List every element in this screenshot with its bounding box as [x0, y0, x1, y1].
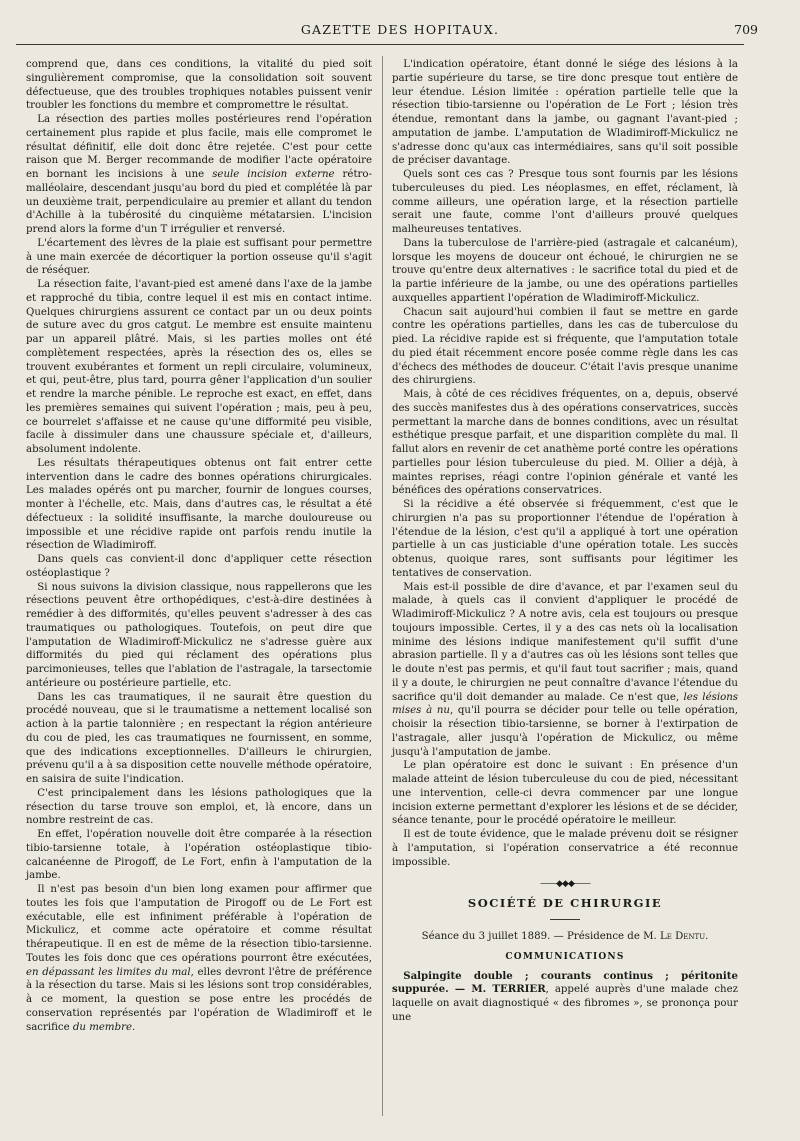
paragraph: Le plan opératoire est donc le suivant : En présence d'un malade atteint de lésion tuberculeuse du cou de pied, nécessitant une intervention, celle-ci devra commencer par une longue incision externe permettant d'explorer les lésions et de se décider, séance tenante, pour le procédé opératoire le meilleur. — [392, 760, 738, 827]
text-run: Mais est-il possible de dire d'avance, et par l'examen seul du malade, à quels cas il convient d'appliquer le procédé de Wladimiroff-Mickulicz ? A notre avis, cela est toujours ou presque toujours impossible. Certes, il y a des cas nets où la localisation minime des lésions indique manifestement qu'il suffit d'une abrasion partielle. Il y a d'autres cas où les lésions sont telles que le doute n'est pas permis, et qu'il faut tout sacrifier ; mais, quand il y a doute, le chirurgien ne peut connaître d'avance l'étendue du sacrifice qu'il doit demander au malade. Ce n'est que, — [392, 581, 738, 703]
paragraph: L'indication opératoire, étant donné le siége des lésions à la partie supérieure du tarse, se tire donc presque tout entière de leur étendue. Lésion limitée : opération partielle telle que la résection tibio-tarsienne ou l'opération de Le Fort ; lésion très étendue, remontant dans la jambe, ou gagnant l'avant-pied ; amputation de jambe. L'amputation de Wladimiroff-Mickulicz ne s'adresse donc qu'aux cas intermédiaires, sans qu'il soit possible de préciser davantage. — [392, 59, 738, 167]
paragraph — [26, 883, 372, 1034]
paragraph: Si la récidive a été observée si fréquemment, c'est que le chirurgien n'a pas su proportionner l'étendue de l'opération à l'étendue de la lésion, c'est qu'il a appliqué à tort une opération partielle à un cas justiciable d'une opération totale. Les succès obtenus, quoique rares, sont suffisants pour légitimer les tentatives de conservation. — [392, 499, 738, 579]
paragraph: Mais, à côté de ces récidives fréquentes, on a, depuis, observé des succès manifestes dus à des opérations conservatrices, succès permettant la marche dans de bonnes conditions, avec un résultat esthétique presque parfait, et une disparition complète du mal. Il fallut alors en revenir de cet anathème porté contre les opérations partielles pour lésion tuberculeuse du pied. M. Ollier a déjà, à maintes reprises, réagi contre l'opinion générale et vanté les bénéfices des opérations conservatrices. — [392, 389, 738, 497]
emphasis: les lésions mises à nu — [392, 691, 739, 717]
paragraph: L'écartement des lèvres de la plaie est suffisant pour permettre à une main exercée de décortiquer la portion osseuse qu'il s'agit de réséquer. — [26, 237, 372, 277]
paragraph: Les résultats thérapeutiques obtenus ont fait entrer cette intervention dans le cadre des bonnes opérations chirurgicales. Les malades opérés ont pu marcher, fournir de longues courses, monter à l'échelle, etc. Mais, dans d'autres cas, le résultat a été défectueux : la solidité insuffisante, la marche douloureuse ou impossible et une récidive rapide ont parfois rendu inutile la résection de Wladimiroff. — [26, 457, 372, 552]
paragraph — [26, 113, 372, 237]
communication-author: — M. TERRIER — [448, 983, 546, 996]
paragraph: Dans quels cas convient-il donc d'appliquer cette résection ostéoplastique ? — [26, 554, 372, 579]
paragraph: Il est de toute évidence, que le malade prévenu doit se résigner à l'amputation, si l'opération conservatrice a été reconnue impossible. — [392, 829, 738, 868]
text-run: Il n'est pas besoin d'un bien long examen pour affirmer que toutes les fois que l'amputation de Pirogoff ou de Le Fort est exécutable, elle est infiniment préférable à l'opération de Mickulicz, et comme acte opératoire et comme résultat thérapeutique. Il en est de même de la résection tibio-tarsienne. Toutes les fois donc que ces opérations pourront être exécutées, — [26, 884, 372, 964]
paragraph — [392, 581, 738, 760]
session-line — [392, 930, 738, 944]
paragraph: C'est principalement dans les lésions pathologiques que la résection du tarse trouve son emploi, et, là encore, dans un nombre restreint de cas. — [26, 787, 372, 827]
communication-title: Salpingite double ; courants continus ; péritonite suppurée. — [392, 969, 738, 996]
communications-heading: COMMUNICATIONS — [505, 951, 625, 962]
paragraph: Si nous suivons la division classique, nous rappellerons que les résections peuvent être orthopédiques, c'est-à-dire destinées à remédier à des difformités, qu'elles peuvent s'adresser à des cas traumatiques ou pathologiques. Toutefois, on peut dire que l'amputation de Wladimiroff-Mickulicz ne s'adresse guère aux difformités du pied qui réclament des opérations plus parcimonieuses, telles que l'ablation de l'astragale, la tarsectomie antérieure ou postérieure partielle, etc. — [26, 581, 372, 689]
ornament-divider: ——◆◆◆—— — [540, 879, 590, 890]
page-header — [0, 22, 800, 42]
paragraph: La résection faite, l'avant-pied est amené dans l'axe de la jambe et rapproché du tibia, contre lequel il est mis en contact intime. Quelques chirurgiens assurent ce contact par un ou deux points de suture avec du gros catgut. Le membre est ensuite maintenu par un appareil plâtré. Mais, si les parties molles ont été complètement respectées, après la résection des os, elles se trouvent exubérantes et forment un repli circulaire, volumineux, et qui, peut-être, plus tard, pourra gêner l'application d'un soulier et rendre la marche pénible. Le reproche est exact, en effet, dans les premières semaines qui suivent l'opération ; mais, peu à peu, ce bourrelet s'affaisse et ne cause qu'une difformité peu visible, facile à dissimuler dans une chaussure spéciale et, d'ailleurs, absolument indolente. — [26, 279, 372, 455]
emphasis: en dépassant les limites du mal — [26, 966, 191, 978]
paragraph: Quels sont ces cas ? Presque tous sont fournis par les lésions tuberculeuses du pied. Les néoplasmes, en effet, réclament, là comme ailleurs, une opération large, et la résection partielle serait une faute, comme l'ont d'ailleurs prouvé quelques malheureuses tentatives. — [392, 169, 738, 235]
paragraph: En effet, l'opération nouvelle doit être comparée à la résection tibio-tarsienne totale, à l'opération ostéoplastique tibio-calcanéenne de Pirogoff, de Le Fort, enfin à l'amputation de la jambe. — [26, 829, 372, 882]
text-run: , appelé auprès d'une malade chez laquelle on avait diagnostiqué « des fibromes », se prononça pour une — [392, 984, 738, 1023]
text-run: rétro-malléolaire, descendant jusqu'au bord du pied et complétée là par un deuxième trait, perpendiculaire au premier et allant du tendon d'Achille à la tubérosité du cinquième métatarsien. L'incision prend alors la forme d'un T irrégulier et renversé. — [26, 169, 372, 235]
header-rule — [16, 44, 744, 45]
text-run: . — [705, 931, 709, 942]
column-divider — [382, 56, 383, 1116]
section-title: SOCIÉTÉ DE CHIRURGIE — [467, 896, 663, 911]
text-run: , elles devront l'être de préférence à la résection du tarse. Mais si les lésions sont trop considérables, à ce moment, la question se pose entre les procédés de conservation représentés par l'opération de Wladimiroff et le sacrifice — [26, 966, 372, 1033]
emphasis: du membre — [72, 1021, 132, 1033]
publication-title: GAZETTE DES HOPITAUX. — [300, 22, 500, 37]
right-column — [392, 58, 738, 1025]
text-run: Séance du 3 juillet 1889. — Présidence de M. — [421, 931, 661, 942]
left-column — [26, 58, 372, 1034]
paragraph: comprend que, dans ces conditions, la vitalité du pied soit singulièrement compromise, que la consolidation soit souvent défectueuse, que des troubles trophiques notables puissent venir troubler les fonctions du membre et compromettre le résultat. — [26, 59, 372, 112]
text-run: , qu'il pourra se décider pour telle ou telle opération, choisir la résection tibio-tarsienne, se borner à l'extirpation de l'astragale, aller jusqu'à l'opération de Mickulicz, ou même jusqu'à l'amputation de jambe. — [392, 705, 738, 758]
paragraph: Dans les cas traumatiques, il ne saurait être question du procédé nouveau, que si le traumatisme a nettement localisé son action à la partie talonnière ; en respectant la région antérieure du cou de pied, les cas traumatiques ne fournissent, en somme, que des indications exceptionnelles. D'ailleurs le chirurgien, prévenu qu'il a à sa disposition cette nouvelle méthode opératoire, en saisira de suite l'indication. — [26, 691, 372, 785]
paragraph: Dans la tuberculose de l'arrière-pied (astragale et calcanéum), lorsque les moyens de douceur ont échoué, le chirurgien ne se trouve qu'entre deux alternatives : le sacrifice total du pied et de la partie inférieure de la jambe, ou une des opérations partielles auxquelles appartient l'opération de Wladimiroff-Mickulicz. — [392, 237, 738, 304]
section-rule — [550, 919, 580, 920]
president-name: Le Dentu — [660, 931, 706, 942]
paragraph: Chacun sait aujourd'hui combien il faut se mettre en garde contre les opérations partielles, dans les cas de tuberculose du pied. La récidive rapide est si fréquente, que l'amputation totale du pied était récemment encore posée comme règle dans les cas d'échecs des méthodes de douceur. C'était l'avis presque unanime des chirurgiens. — [392, 306, 738, 387]
text-run: . — [132, 1021, 136, 1033]
text-run: La résection des parties molles postérieures rend l'opération certainement plus rapide et plus facile, mais elle compromet le résultat définitif, elle doit donc être rejetée. C'est pour cette raison que M. Berger recommande de modifier l'acte opératoire en bornant les incisions à une — [26, 114, 372, 180]
paragraph — [392, 970, 738, 1025]
section-block — [392, 881, 738, 920]
emphasis: seule incision externe — [212, 169, 335, 180]
page-number: 709 — [734, 22, 758, 37]
